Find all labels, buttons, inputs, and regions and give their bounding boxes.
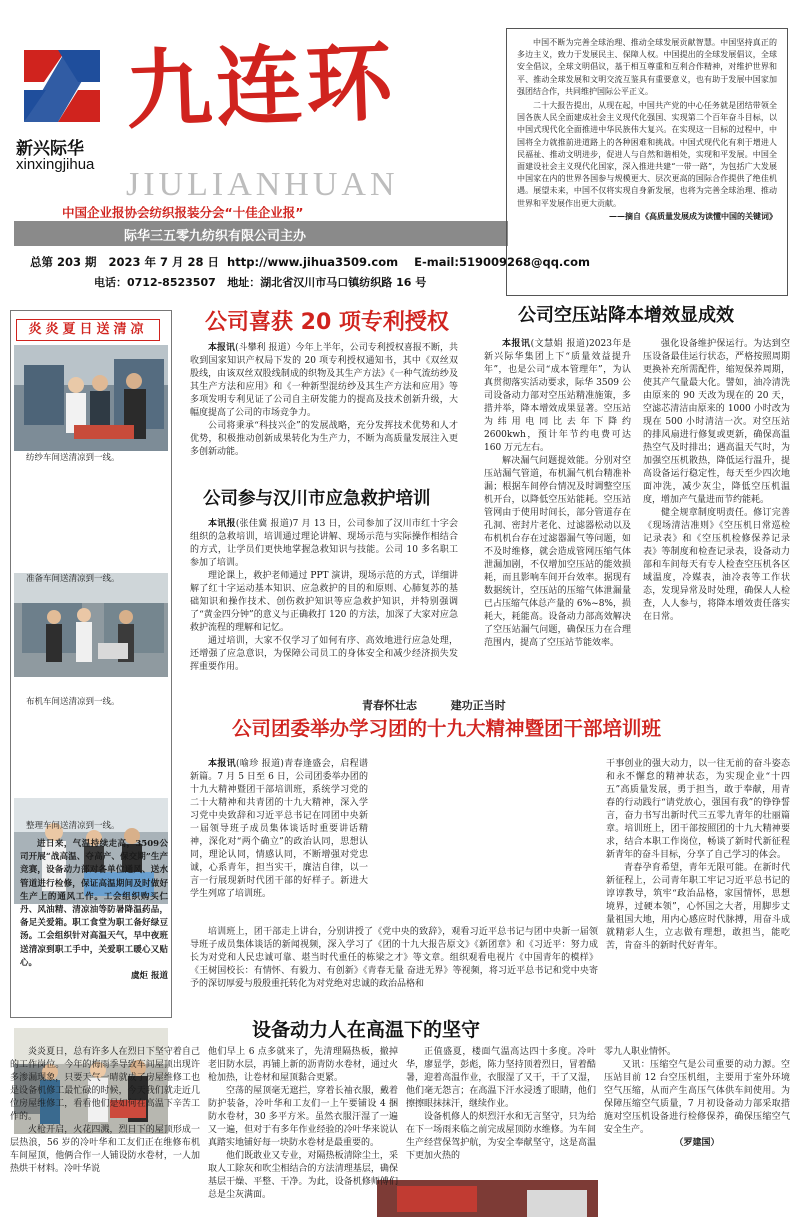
article-firstaid-body: 本讯报(张佳冀 报道)7 月 13 日，公司参加了汉川市红十字会组织的急救培训，培训通过理论讲解、现场示范与实际操作相结合的方式，让学员们更快地掌握急救知识与技能。公司 10 多名职工参加了培训。 理论课上，救护老师通过 PPT 演讲，现场示范的方式，详细讲解了红十字运动基本知识、应急救护的目的和原则、心肺复苏的基础知识和操作技术、创伤救护知识等应急救护知识，并特别强调了“黄金四分钟”的意义与正确救打 120 的方法，加深了大家对应急救护流程的理解和记忆。 通过培训，大家不仅学习了如何有序、高效地进行应急处理，还增强了应急意识，为保障公司员工的身体安全和减少经济损失发挥重要作用。 bbox=[190, 519, 458, 672]
article-youth-col2: 培训班上，团干部走上讲台，分别讲授了《党中央的致辞》，观看习近平总书记与团中央新一届领导班子成员集体谈话的新闻视频，深入学习了《团的十九大报告原文》《新团章》和《习近平：努力成长为对党和人民忠诚可靠、堪当时代重任的栋梁之才》等文章。组织观看电视片《中国青年的模样》《王树国校长：有情怀、有毅力、有创新》《青春无量 奋进无界》等视频，将习近平总书记和党中央寄予的深切厚爱与殷殷重托转化为对党绝对忠诚的政治品格和 bbox=[190, 927, 598, 989]
article-youth-kicker: 青春怀壮志 建功正当时 bbox=[362, 699, 506, 712]
article-youth-title: 公司团委举办学习团的十九大精神暨团干部培训班 bbox=[232, 717, 662, 740]
award-line: 中国企业报协会纺织报装分会“十佳企业报” bbox=[62, 205, 304, 220]
article-heat-col3: 正值盛夏，楼面气温高达四十多度。冷叶华，廖显学，彭彪，陈力坚持顶着烈日，冒着酷暑，迎着高温作业，衣服湿了又干，干了又湿，他们毫无怨言；在高温下汗水浸透了眼睛，他们擦擦眼抹抹汗，继续作业。 设备机修人的炽烈汗水和无言坚守，只为给在下一场雨来临之前完成屋顶防水维修。为车间生产经营保驾护航，为安全奉献坚守，这是高温下更加火热的 bbox=[406, 1047, 596, 1161]
sidebar-body: 进日来，气温持续走高，3509公司开展“战高温、夺高产、保交期”生产竞赛，设备动力部对各单位通风、送水管道进行检修，保证高温期间及时做好生产上的通风工作。工会组织购买仁丹、风油精、清凉油等防暑降温药品，备足关爱箱。职工食堂为职工备好绿豆汤。工会组织针对高温天气，早中夜班送清凉到职工手中，关爱职工暖心又贴心。 虞炬 报道 bbox=[20, 839, 168, 982]
masthead bbox=[8, 8, 590, 296]
caption-finishing: 整理车间送清凉到一线。 bbox=[26, 821, 120, 831]
sidebar-byline: 虞炬 报道 bbox=[131, 971, 168, 982]
quote-paragraph-2: 二十大报告提出，从现在起，中国共产党的中心任务就是团结带领全国各族人民全面建成社会主义现代化强国、实现第二个百年奋斗目标，以中国式现代化全面推进中华民族伟大复兴。在实现这一目标的过程中，中国将全力就推前进道路上的各种困难和挑战。中国式现代化有利于增进人民福祉、推动文明进步，促进人与自然和谐相处，实现和平发展。中国全面建设社会主义现代化国家，深入推进共建“一带一路”，为包括广大发展中国家在内的世界各国参与规模更大、层次更高的国际合作提供了绝佳机遇。展望未来，中国不仅将实现自身新发展，也将为完善全球治理、推动世界和平发展作出更大贡献。 bbox=[517, 101, 777, 208]
quote-source: ——摘自《高质量发展成为读懂中国的关键词》 bbox=[609, 210, 777, 221]
company-logo bbox=[20, 44, 104, 128]
issue-info: 总第 203 期 2023 年 7 月 28 日 http://www.jihua3509.com E-mail:519009268@qq.com bbox=[30, 255, 590, 269]
quote-box bbox=[506, 28, 788, 296]
article-firstaid-title: 公司参与汉川市应急救护培训 bbox=[203, 489, 431, 509]
photo-spinning-workshop bbox=[14, 345, 168, 451]
caption-spinning: 纺纱车间送清凉到一线。 bbox=[26, 453, 120, 463]
newspaper-pinyin: JIULIANHUAN bbox=[126, 166, 399, 203]
photo-preparation-workshop bbox=[14, 573, 168, 677]
caption-loom: 布机车间送清凉到一线。 bbox=[26, 697, 120, 707]
sponsor-bar bbox=[14, 221, 508, 246]
article-youth-col3: 干事创业的强大动力，以一往无前的奋斗姿态和永不懈怠的精神状态，为实现企业“十四五”高质量发展，勇于担当，敢于奉献，用青春的行动践行“请党放心，强国有我”的铮铮誓言，奋力书写出新时代三五零九青年的壮丽篇章。培训班上，团干部按照团的十九大精神要求，结合本职工作岗位，畅谈了新时代新征程新青年的奋斗目标，分享了自己学习的体会。 青春孕育希望，青年无限可能。在新时代新征程上，公司青年职工牢记习近平总书记的谆谆教导，筑牢“政治品格，家国情怀，思想境界，过硬本领”，心怀国之大者，用脚步丈量祖国大地，用内心感应时代脉搏，用奋斗成就精彩人生，立志做有理想，敢担当，能吃苦，肯奋斗的新时代好青年。 bbox=[606, 759, 790, 951]
article-compressor-col2: 强化设备维护保运行。为达到空压设备最佳运行状态，严格按照周期更换补充所需配件，缩短保养周期，使其产气量最大化。譬如，油冷清洗由原来的 90 天改为现在的 20 天，空滤芯清洁由原来的 1000 小时改为现在 500 小时清洁一次。对空压站的排风扇进行修复或更新，确保高温热空气及时排出；遇高温天气时，为加强空压机散热，降低运行温升，提高设备运行稳定性，每天至少四次地面冲洗，减少灰尘，降低空压机温度，增加产气量进而节约能耗。 健全规章制度明责任。修订完善《现场清洁准则》《空压机日常巡检记录表》和《空压机检修保养记录表》等制度和检查记录表，设备动力部和车间每天有专人检查空压机各区域温度，冷媒表，油冷表等工作状态，发现异常及时处理，确保人人检查，人人参与，将降本增效责任落实在日常。 bbox=[643, 339, 790, 622]
sidebar-header-text: 炎炎夏日送清凉 bbox=[28, 322, 148, 337]
article-heat-byline: （罗建国） bbox=[674, 1138, 720, 1148]
article-compressor-title: 公司空压站降本增效显成效 bbox=[518, 305, 734, 326]
article-patent-body: 本报讯(斗攀利 报道）今年上半年，公司专利授权喜报不断，共收到国家知识产权局下发的 20 项专利授权通知书，其中《双丝双股线，由该双丝双股线制成的织物及其生产方法》《一种气流纺纱及其生产方法和应用》和《一种新型混纺纱及其生产方法和应用》等多项发明专利见证了公司自主研发能力的提高及技术创新升级，大幅度提高了公司的市场竞争力。 公司将秉承“科技兴企”的发展战略，充分发挥技术优势和人才优势，积极推动创新成果转化为生产力，不断为高质量发展注入更多创新动能。 bbox=[190, 343, 458, 457]
article-heat-title: 设备动力人在高温下的坚守 bbox=[252, 1019, 481, 1041]
logo-text-cn: 新兴际华 bbox=[16, 139, 84, 159]
article-heat-col1: 炎炎夏日，总有许多人在烈日下坚守着自己的工作岗位。今年的梅雨季导致车间屋顶出现许多渗漏现象，只要天气一晴就成了房屋维修工也是设备机修工最忙碌的时候，今天我们就走近几位房屋维修工，看看他们是如何在高温下辛苦工作的。 火枪开启，火花四溅，烈日下的屋顶形成一层热浪，56 岁的冷叶华和工友们正在维修布机车间屋顶，他俩合作一人铺设防水卷材，一人加热烘干材料。冷叶华说 bbox=[10, 1047, 200, 1174]
photo-training-session bbox=[377, 1180, 598, 1217]
article-compressor-col1: 本报讯(文慧娟 报道)2023年是新兴际华集团上下“质量效益提升年”，也是公司“成本管理年”，为认真贯彻落实活动要求，际华 3509 公司设备动力部对空压站精准施策，多措并举，降本增效成果显著。空压站为纬用电同比去年下降约 2600kwh，预计年节约电费可达 160 万元左右。 解决漏气问题提效能。分别对空压站漏气管道，布机漏气机台精准补漏；根据车间停台情况及时调整空压机开台，以降低空压站能耗。空压站管网由于使用时间长，部分管道存在孔洞、密封片老化、过滤器松动以及布机机台存在过滤器漏气等问题，如不及时维修，就会造成管网压缩气体泄漏加剧，不仅增加空压站的能效损耗，而且影响车间开台效率。据现有数据统计，空压站的压缩气体泄漏量已占压缩气体总产量的 6%~8%，损耗大，耗能高。设备动力部高效解决了空压站漏气问题，确保压力在合理范围内，提高了空压站节能效率。 bbox=[484, 339, 631, 648]
article-heat-col4: 零九人职业情怀。 又讯：压缩空气是公司重要的动力源。空压站目前 12 台空压机组，主要用于室外环境空气压缩，从而产生高压气体供车间使用。为保障压缩空气质量，7 月初设备动力部采取措施对空压机设备进行检修保养，确保压缩空气安全生产。 （罗建国） bbox=[604, 1047, 790, 1148]
contact-info: 电话：0712-8523507 地址：湖北省汉川市马口镇纺织路 16 号 bbox=[94, 276, 427, 289]
sidebar-header bbox=[16, 319, 160, 341]
caption-preparation: 准备车间送清凉到一线。 bbox=[26, 574, 120, 584]
quote-paragraph-1: 中国不断为完善全球治理、推动全球发展贡献智慧。中国坚持真正的多边主义，致力于发展民主、保障人权。中国提出的全球发展倡议，全球安全倡议，全球文明倡议，基于相互尊重和互利合作精神，对维护世界和平、推动全球发展和文明交流互鉴具有重要意义，也有助于发展中国家加强团结合作，共同维护国际公平正义。 bbox=[517, 38, 777, 96]
newspaper-title: 九连环 bbox=[124, 32, 398, 142]
article-youth-col1: 本报讯(喻珍 报道)青春逢盛会，启程谱新篇。7 月 5 日至 6 日，公司团委举办团的十九大精神暨团干部培训班，系统学习党的二十大精神和共青团的十九大精神，深入学习党中央致辞和习近平总书记在同团中央新一届领导班子成员集体谈话时重要讲话精神，深化对“两个确立”的政治认同，思想认同，理论认同，情感认同，不断增强对党忠诚，心系青年，担当实干，廉洁自律，以一言一行展现新时代团干部的好样子。新进大学生列席了培训班。 bbox=[190, 759, 368, 899]
sponsor-text: 际华三五零九纺织有限公司主办 bbox=[124, 229, 307, 244]
article-heat-col2: 他们早上 6 点多就来了，先清理隔热板，撤掉老旧防水层，再铺上新的沥青防水卷材，通过火枪加热，让卷材和屋顶黏合更紧。 空荡的屋顶毫无遮拦，穿着长袖衣服，戴着防护装备，冷叶华和工友们一上午要铺设 4 捆防水卷材，30 多平方米。虽然衣服汗湿了一遍又一遍，但对于有多年作业经验的冷叶华来说认真踏实地铺好每一块防水卷材是最重要的。 他们既敢业又专业，对隔热板清除尘土，采取人工除灰和吹尘相结合的方法清理基层，确保基层干燥、平整、干净。为此，设备机修师傅们总是尘灰满面。 bbox=[208, 1047, 398, 1200]
logo-text-en: xinxingjihua bbox=[16, 156, 95, 173]
article-patent-title: 公司喜获 20 项专利授权 bbox=[205, 310, 449, 335]
